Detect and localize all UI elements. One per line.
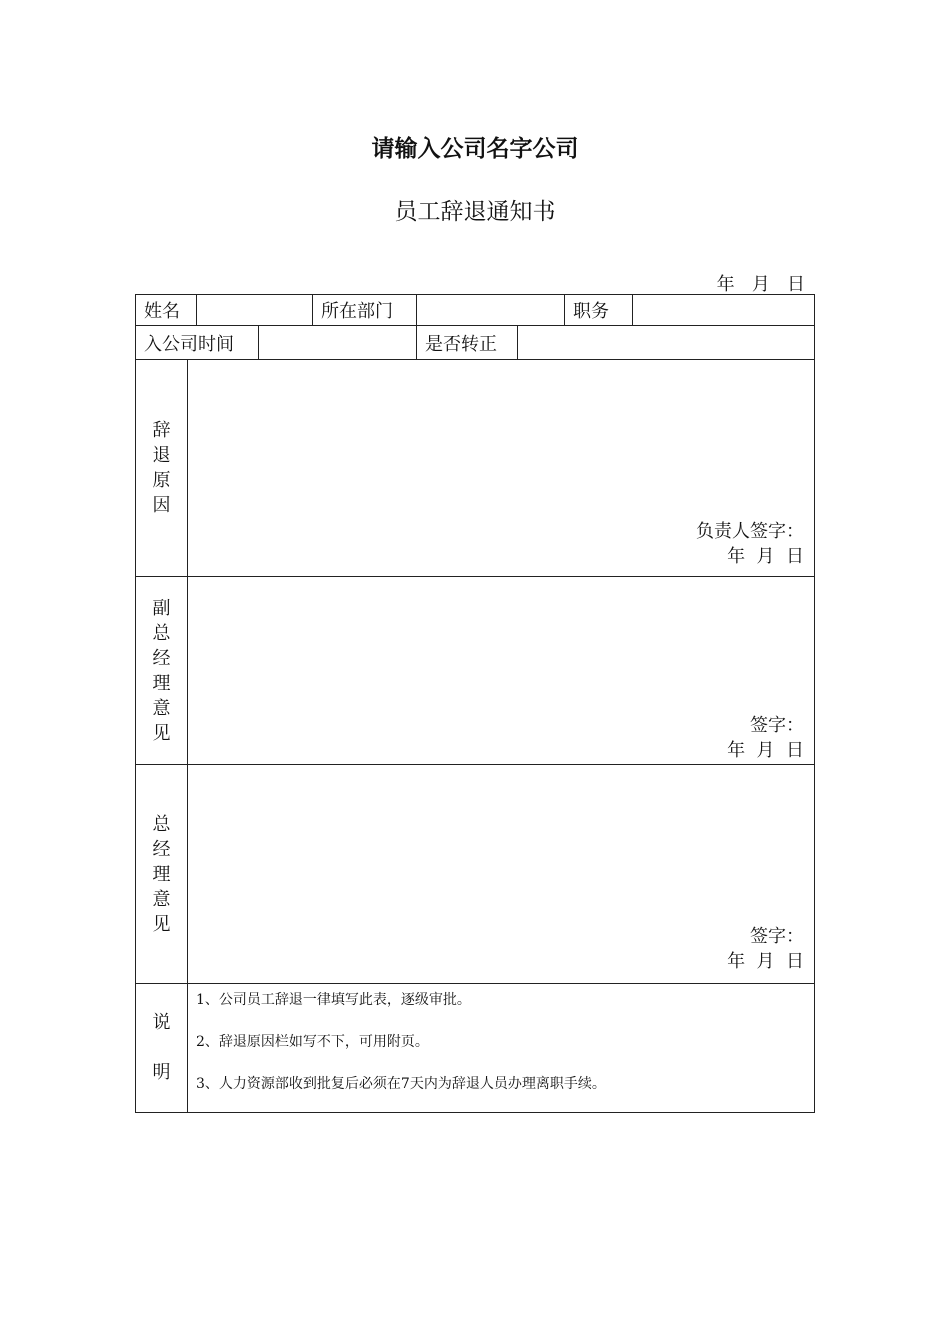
department-field[interactable] bbox=[416, 294, 565, 326]
label-char: 意 bbox=[152, 697, 171, 719]
label-char: 原 bbox=[152, 470, 171, 491]
join-time-field[interactable] bbox=[258, 325, 417, 360]
confirmed-label: 是否转正 bbox=[416, 325, 518, 360]
vp-date: 年 月 日 bbox=[727, 740, 804, 761]
label-char: 意 bbox=[152, 888, 171, 910]
label-char: 理 bbox=[152, 863, 171, 885]
position-field[interactable] bbox=[632, 294, 815, 326]
note-item: 3、人力资源部收到批复后必须在7天内为辞退人员办理离职手续。 bbox=[196, 1076, 606, 1092]
name-field[interactable] bbox=[196, 294, 313, 326]
document-title: 员工辞退通知书 bbox=[394, 199, 556, 225]
reason-signature-label: 负责人签字： bbox=[696, 521, 804, 542]
vp-opinion-label bbox=[135, 576, 188, 765]
label-char: 总 bbox=[152, 622, 171, 644]
notes-content bbox=[187, 983, 815, 1113]
reason-field[interactable] bbox=[187, 359, 815, 577]
label-char: 因 bbox=[152, 495, 171, 516]
gm-signature-label: 签字： bbox=[750, 926, 804, 947]
gm-opinion-field[interactable] bbox=[187, 764, 815, 984]
notes-label bbox=[135, 983, 188, 1113]
label-char: 辞 bbox=[152, 420, 171, 441]
reason-date: 年 月 日 bbox=[727, 546, 804, 567]
note-item: 1、公司员工辞退一律填写此表，逐级审批。 bbox=[196, 992, 471, 1008]
label-char: 退 bbox=[152, 445, 171, 466]
join-time-label: 入公司时间 bbox=[135, 325, 259, 360]
label-char: 明 bbox=[152, 1062, 171, 1083]
company-title: 请输入公司名字公司 bbox=[371, 136, 579, 162]
issue-date: 年 月 日 bbox=[716, 274, 805, 295]
label-char: 说 bbox=[152, 1012, 171, 1033]
name-label: 姓名 bbox=[135, 294, 197, 326]
label-char: 经 bbox=[152, 647, 171, 669]
note-item: 2、辞退原因栏如写不下，可用附页。 bbox=[196, 1034, 429, 1050]
label-char: 理 bbox=[152, 672, 171, 694]
label-char: 总 bbox=[152, 813, 171, 835]
position-label: 职务 bbox=[564, 294, 633, 326]
vp-opinion-field[interactable] bbox=[187, 576, 815, 765]
reason-label bbox=[135, 359, 188, 577]
vp-signature-label: 签字： bbox=[750, 715, 804, 736]
confirmed-field[interactable] bbox=[517, 325, 815, 360]
label-char: 见 bbox=[152, 913, 171, 935]
label-char: 见 bbox=[152, 722, 171, 744]
gm-opinion-label bbox=[135, 764, 188, 984]
gm-date: 年 月 日 bbox=[727, 951, 804, 972]
label-char: 经 bbox=[152, 838, 171, 860]
department-label: 所在部门 bbox=[312, 294, 417, 326]
label-char: 副 bbox=[152, 597, 171, 619]
